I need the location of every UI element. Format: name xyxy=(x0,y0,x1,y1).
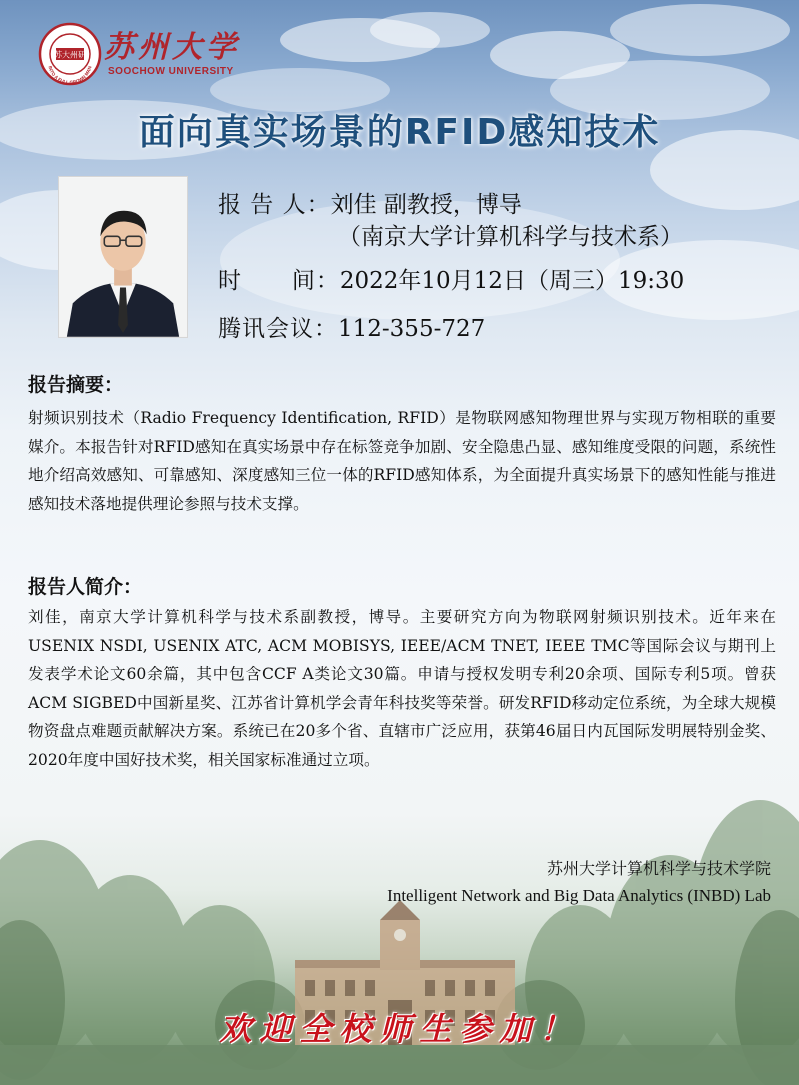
abstract-heading: 报告摘要： xyxy=(28,374,124,396)
abstract-text: 射频识别技术（Radio Frequency Identification, RFID）是物联网感知物理世界与实现万物相联的重要媒介。本报告针对RFID感知在真实场景中存在标签竞争加剧、安全隐患凸显、感知维度受限的问题，系统性地介绍高效感知、可靠感知、深度感知三位一体的RFID感知体系，为全面提升真实场景下的感知性能与推进感知技术落地提供理论参照与技术支撑。 xyxy=(28,409,776,513)
university-name-en: SOOCHOW UNIVERSITY xyxy=(108,66,234,77)
seal-ring-text: INTO A FULL GROWN MAN xyxy=(47,65,93,86)
organizer-cn: 苏州大学计算机科学与技术学院 xyxy=(546,859,771,878)
time-value: 2022年10月12日（周三）19:30 xyxy=(339,268,685,294)
meeting-line xyxy=(218,310,485,343)
time-label: 时 间： xyxy=(218,268,340,294)
time-line xyxy=(218,262,684,295)
meeting-value: 112-355-727 xyxy=(338,316,486,342)
organizer-en: Intelligent Network and Big Data Analytics (INBD) Lab xyxy=(387,886,771,905)
page-title: 面向真实场景的RFID感知技术 xyxy=(138,112,661,153)
bio-heading: 报告人简介： xyxy=(28,576,143,598)
speaker-photo xyxy=(58,176,188,338)
speaker-value: 刘佳 副教授，博导 xyxy=(330,192,522,218)
seal-center-text: 苏大州研 xyxy=(54,50,86,60)
speaker-line xyxy=(218,186,522,219)
bio-text: 刘佳，南京大学计算机科学与技术系副教授，博导。主要研究方向为物联网射频识别技术。近年来在USENIX NSDI, USENIX ATC, ACM MOBISYS, IEEE/ACM TNET, IEEE TMC等国际会议与期刊上发表学术论文60余篇，其中包含CCF A类论文30篇。申请与授权发明专利20余项、国际专利5项。曾获ACM SIGBED中国新星奖、江苏省计算机学会青年科技奖等荣誉。研发RFID移动定位系统，为全球大规模物资盘点难题贡献解决方案。系统已在20多个省、直辖市广泛应用，获第46届日内瓦国际发明展特别金奖、2020年度中国好技术奖，相关国家标准通过立项。 xyxy=(28,608,776,769)
speaker-label: 报 告 人： xyxy=(218,192,331,218)
meeting-label: 腾讯会议： xyxy=(218,316,338,342)
welcome-slogan: 欢迎全校师生参加！ xyxy=(219,1010,580,1048)
university-seal-icon xyxy=(38,22,102,86)
university-name-cn: 苏州大学 xyxy=(104,30,240,65)
speaker-affiliation: （南京大学计算机科学与技术系） xyxy=(338,224,683,250)
